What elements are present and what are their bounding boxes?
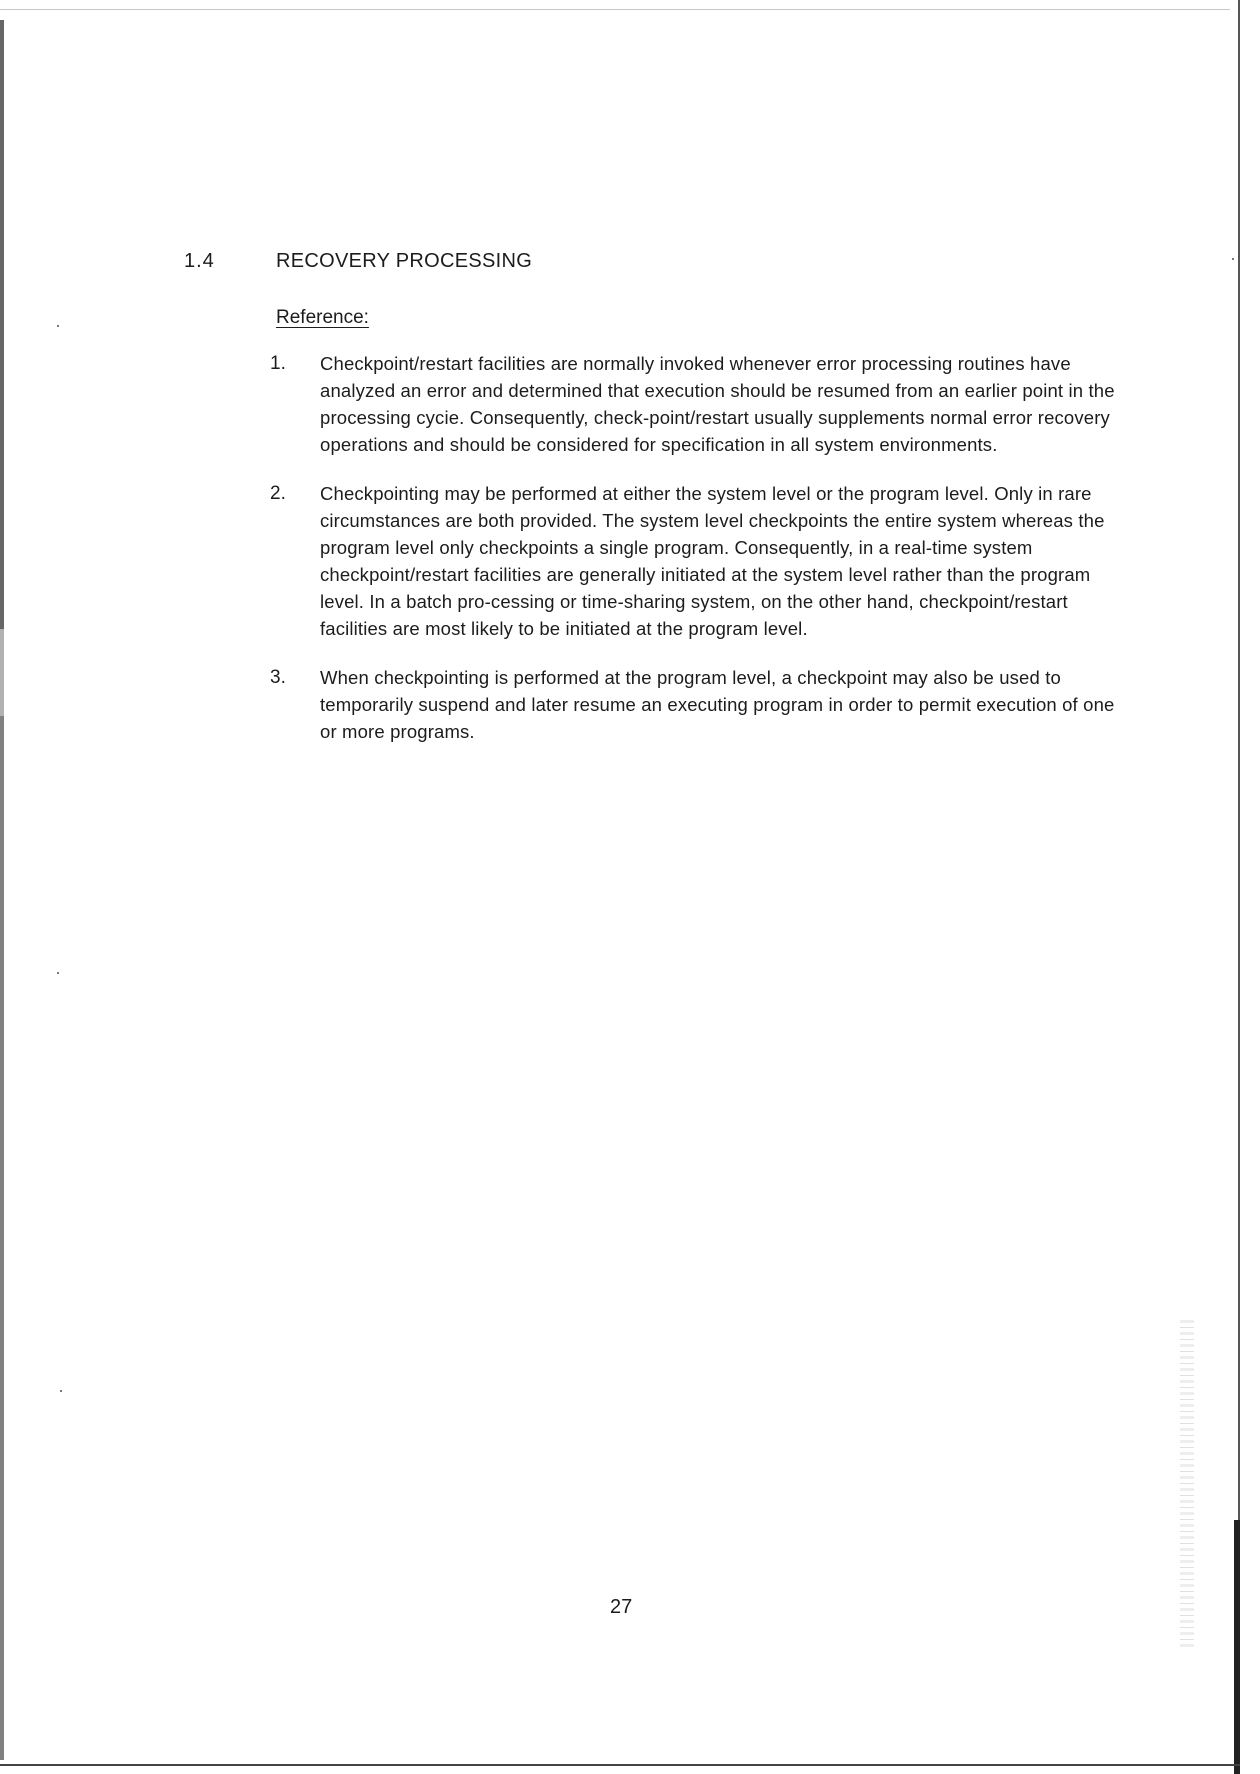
list-item — [270, 480, 1130, 642]
scan-speck — [57, 972, 59, 974]
section-number: 1.4 — [184, 250, 215, 272]
section-title: RECOVERY PROCESSING — [276, 250, 533, 272]
list-item-number: 2. — [270, 483, 286, 504]
scan-speck — [1232, 258, 1234, 260]
list-item-text: Checkpointing may be performed at either the system level or the program level. Only in rare circumstances are both provided. The system level checkpoints the entire system whereas the program level only checkpoints a single program. Consequently, in a real-time system checkpoint/restart facilities are generally initiated at the system level rather than the program level. In a batch pro-cessing or time-sharing system, on the other hand, checkpoint/restart facilities are most likely to be initiated at the program level. — [320, 483, 1105, 639]
scan-speck — [60, 1390, 62, 1392]
list-item — [270, 350, 1130, 458]
page-number: 27 — [610, 1596, 633, 1618]
list-item-number: 3. — [270, 667, 286, 688]
scan-noise — [1180, 1320, 1194, 1650]
scan-edge-bottom — [0, 1764, 1240, 1766]
scan-edge-right-shadow — [1234, 1520, 1240, 1774]
scan-edge-right — [1238, 0, 1240, 1774]
list-item-text: Checkpoint/restart facilities are normally invoked whenever error processing routines have analyzed an error and determined that execution should be resumed from an earlier point in the processing cycie. Consequently, check-point/restart usually supplements normal error recovery operations and should be considered for specification in all system environments. — [320, 353, 1115, 455]
scan-edge-left — [0, 20, 4, 1760]
reference-list — [270, 350, 1130, 767]
list-item — [270, 664, 1130, 745]
list-item-number: 1. — [270, 353, 286, 374]
list-item-text: When checkpointing is performed at the program level, a checkpoint may also be used to temporarily suspend and later resume an executing program in order to permit execution of one or more programs. — [320, 667, 1115, 742]
scan-speck — [57, 325, 59, 327]
reference-label: Reference: — [276, 307, 369, 328]
scan-edge-top — [0, 9, 1230, 10]
